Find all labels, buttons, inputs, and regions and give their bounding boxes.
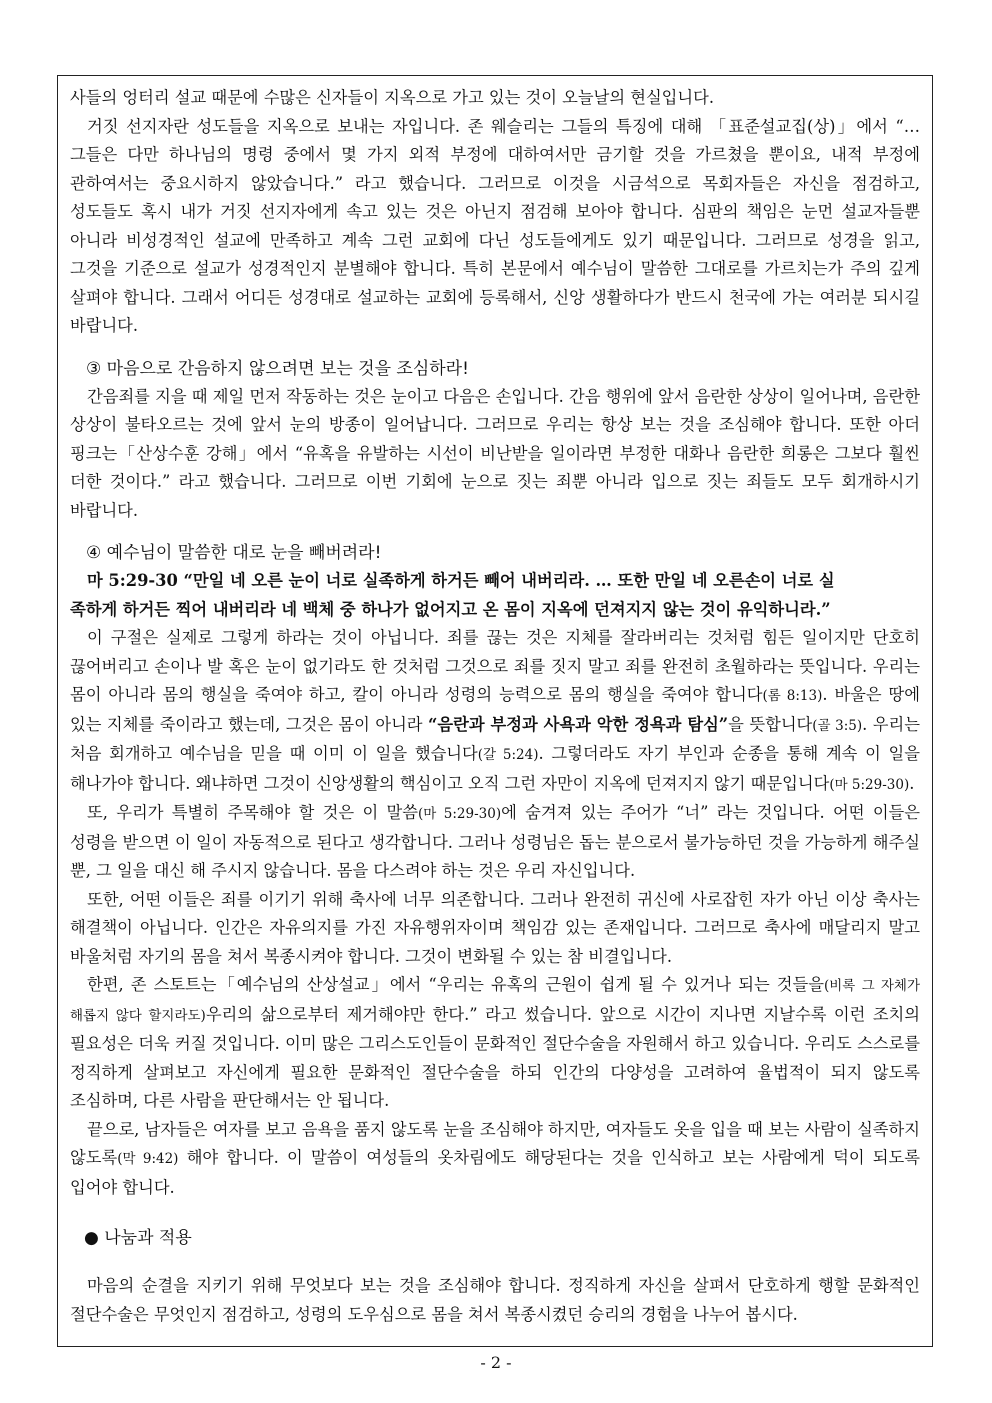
emphasis-text: “음란과 부정과 사욕과 악한 정욕과 탐심” bbox=[428, 714, 729, 734]
paragraph-subject-you: 또, 우리가 특별히 주목해야 할 것은 이 말씀(마 5:29-30)에 숨겨져 있는 주어가 “너” 라는 것입니다. 어떤 이들은 성령을 받으면 이 일이 자동적으로 된다고 생각합니다. 그러나 성령님은 돕는 분으로서 불가능하던 것을 가능하게 해주실 뿐, 그 일을 대신 해 주시지 않습니다. 몸을 다스려야 하는 것은 우리 자신입니다. bbox=[70, 803, 921, 880]
scripture-ref: (골 3:5) bbox=[812, 717, 863, 734]
parenthetical-note: (비록 그 자체가 해롭지 않다 할지라도) bbox=[70, 978, 920, 1024]
scripture-ref: (마 5:29-30) bbox=[829, 776, 910, 793]
scripture-ref: (막 9:42) bbox=[117, 1151, 179, 1167]
scripture-ref: (롬 8:13) bbox=[762, 688, 823, 704]
page-content-frame bbox=[57, 75, 933, 1347]
paragraph-false-prophets: 거짓 선지자란 성도들을 지옥으로 보내는 자입니다. 존 웨슬리는 그들의 특징에 대해 「표준설교집(상)」에서 “…그들은 다만 하나님의 명령 중에서 몇 가지 외적 부정에 대하여서만 금기할 것을 가르쳤을 뿐이요, 내적 부정에 관하여서는 중요시하지 않았습니다.” 라고 했습니다. 그러므로 이것을 시금석으로 목회자들은 자신을 점검하고, 성도들도 혹시 내가 거짓 선지자에게 속고 있는 것은 아닌지 점검해 보아야 합니다. 심판의 책임은 눈먼 설교자들뿐 아니라 비성경적인 설교에 만족하고 계속 그런 교회에 다닌 성도들에게도 있기 때문입니다. 그러므로 성경을 읽고, 그것을 기준으로 설교가 성경적인지 분별해야 합니다. 특히 본문에서 예수님이 말씀한 그대로를 가르치는가 주의 깊게 살펴야 합니다. 그래서 어디든 성경대로 설교하는 교회에 등록해서, 신앙 생활하다가 반드시 천국에 가는 여러분 되시길 바랍니다. bbox=[70, 116, 920, 335]
paragraph-sharing: 마음의 순결을 지키기 위해 무엇보다 보는 것을 조심해야 합니다. 정직하게 자신을 살펴서 단호하게 행할 문화적인 절단수술은 무엇인지 점검하고, 성령의 도우심으로 몸을 쳐서 복종시켰던 승리의 경험을 나누어 봅시다. bbox=[70, 1276, 920, 1324]
paragraph-conclusion: 끝으로, 남자들은 여자를 보고 음욕을 품지 않도록 눈을 조심해야 하지만, 여자들도 옷을 입을 때 보는 사람이 실족하지 않도록(막 9:42) 해야 합니다. 이 말씀이 여성들의 옷차림에도 해당된다는 것을 인식하고 보는 사람에게 덕이 되도록 입어야 합니다. bbox=[70, 1119, 920, 1197]
sharing-heading: ● 나눔과 적용 bbox=[84, 1228, 192, 1248]
scripture-verse-line-2: 족하게 하거든 찍어 내버리라 네 백체 중 하나가 없어지고 온 몸이 지옥에 던져지지 않는 것이 유익하니라.” bbox=[70, 599, 831, 619]
scripture-verse-line-1: 마 5:29-30 “만일 네 오른 눈이 너로 실족하게 하거든 빼어 내버리라. … 또한 만일 네 오른손이 너로 실 bbox=[87, 571, 835, 590]
paragraph-deliverance: 또한, 어떤 이들은 죄를 이기기 위해 축사에 너무 의존합니다. 그러나 완전히 귀신에 사로잡힌 자가 아닌 이상 축사는 해결책이 아닙니다. 인간은 자유의지를 가진 자유행위자이며 책임감 있는 존재입니다. 그러므로 축사에 매달리지 말고 바울처럼 자기의 몸을 쳐서 복종시켜야 합니다. 그것이 변화될 수 있는 참 비결입니다. bbox=[70, 889, 920, 966]
section-heading-3: ③ 마음으로 간음하지 않으려면 보는 것을 조심하라! bbox=[86, 358, 469, 379]
page-number: - 2 - bbox=[480, 1353, 512, 1372]
scripture-ref: (갈 5:24) bbox=[477, 747, 539, 763]
section-heading-4: ④ 예수님이 말씀한 대로 눈을 빼버려라! bbox=[86, 543, 382, 563]
scripture-ref: (마 5:29-30) bbox=[418, 806, 502, 822]
paragraph-section-3: 간음죄를 지을 때 제일 먼저 작동하는 것은 눈이고 다음은 손입니다. 간음 행위에 앞서 음란한 상상이 일어나며, 음란한 상상이 불타오르는 것에 앞서 눈의 방종이 일어납니다. 그러므로 우리는 항상 보는 것을 조심해야 합니다. 또한 아더 핑크는「산상수훈 강해」에서 “유혹을 유발하는 시선이 비난받을 일이라면 부정한 대화나 음란한 희롱은 그보다 훨씬 더한 것이다.” 라고 했습니다. 그러므로 이번 기회에 눈으로 짓는 죄뿐 아니라 입으로 짓는 죄들도 모두 회개하시기 바랍니다. bbox=[70, 386, 920, 520]
paragraph-john-stott: 한편, 존 스토트는「예수님의 산상설교」에서 “우리는 유혹의 근원이 쉽게 될 수 있거나 되는 것들을(비록 그 자체가 해롭지 않다 할지라도)우리의 삶으로부터 제거해야만 한다.” 라고 썼습니다. 앞으로 시간이 지나면 지날수록 이런 조치의 필요성은 더욱 커질 것입니다. 이미 많은 그리스도인들이 문화적인 절단수술을 자원해서 하고 있습니다. 우리도 스스로를 정직하게 살펴보고 자신에게 필요한 문화적인 절단수술을 하되 인간의 다양성을 고려하여 율법적이 되지 않도록 조심하며, 다른 사람을 판단해서는 안 됩니다. bbox=[70, 975, 920, 1110]
paragraph-section-4-body: 이 구절은 실제로 그렇게 하라는 것이 아닙니다. 죄를 끊는 것은 지체를 잘라버리는 것처럼 힘든 일이지만 단호히 끊어버리고 손이나 발 혹은 눈이 없기라도 한 것처럼 그것으로 죄를 짓지 말고 죄를 완전히 초월하라는 뜻입니다. 우리는 몸이 아니라 몸의 행실을 죽여야 하고, 칼이 아니라 성령의 능력으로 몸의 행실을 죽여야 합니다(롬 8:13). 바울은 땅에 있는 지체를 죽이라고 했는데, 그것은 몸이 아니라 “음란과 부정과 사욕과 악한 정욕과 탐심”을 뜻합니다(골 3:5). 우리는 처음 회개하고 예수님을 믿을 때 이미 이 일을 했습니다(갈 5:24). 그렇더라도 자기 부인과 순종을 통해 계속 이 일을 해나가야 합니다. 왜냐하면 그것이 신앙생활의 핵심이고 오직 그런 자만이 지옥에 던져지지 않기 때문입니다(마 5:29-30). bbox=[70, 628, 921, 793]
paragraph-intro-continued: 사들의 엉터리 설교 때문에 수많은 신자들이 지옥으로 가고 있는 것이 오늘날의 현실입니다. bbox=[70, 88, 715, 107]
